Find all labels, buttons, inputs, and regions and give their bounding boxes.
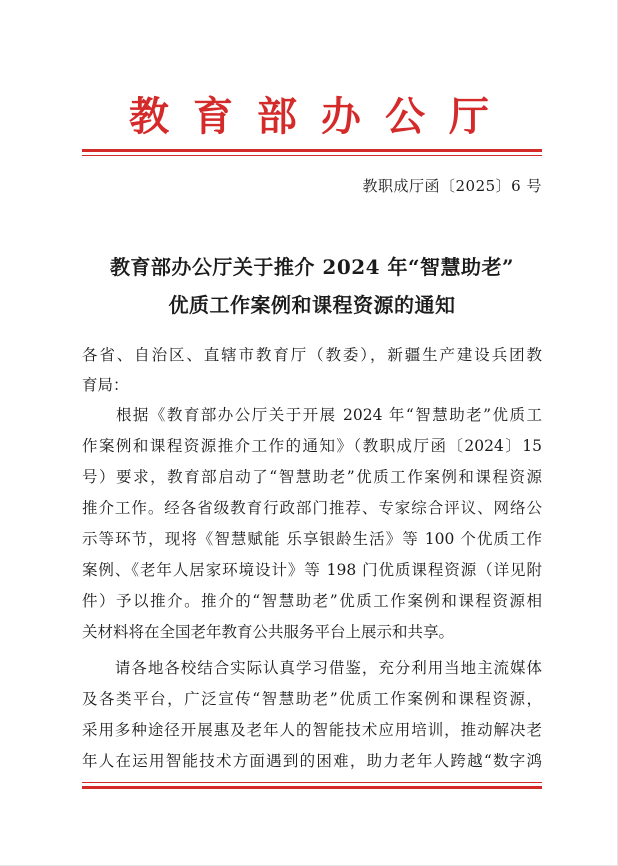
footer-rule-thick bbox=[82, 786, 542, 789]
paragraph-2-line: 年人在运用智能技术方面遇到的困难，助力老年人跨越“数字鸿 bbox=[82, 752, 542, 770]
paragraph-1-line: 示等环节，现将《智慧赋能 乐享银龄生活》等 100 个优质工作 bbox=[82, 530, 542, 548]
paragraph-1-line: 推介工作。经各省级教育行政部门推荐、专家综合评议、网络公 bbox=[82, 499, 542, 517]
paragraph-2-line: 请各地各校结合实际认真学习借鉴，充分利用当地主流媒体 bbox=[82, 659, 542, 677]
addressee-line-1: 各省、自治区、直辖市教育厅（教委），新疆生产建设兵团教 bbox=[82, 346, 542, 364]
paragraph-2-line: 采用多种途径开展惠及老年人的智能技术应用培训，推动解决老 bbox=[82, 721, 542, 739]
footer-rule-thin bbox=[82, 782, 542, 783]
document-title-line-2: 优质工作案例和课程资源的通知 bbox=[168, 293, 456, 317]
letterhead-title: 教育部办公厅 bbox=[129, 93, 513, 140]
paragraph-1-line: 关材料将在全国老年教育公共服务平台上展示和共享。 bbox=[82, 623, 455, 641]
addressee-line-2: 育局： bbox=[82, 376, 129, 394]
paragraph-1-line: 作案例和课程资源推介工作的通知》（教职成厅函〔2024〕15 bbox=[82, 437, 542, 455]
document-number: 教职成厅函〔2025〕6 号 bbox=[362, 177, 542, 195]
paragraph-1-line: 件）予以推介。推介的“智慧助老”优质工作案例和课程资源相 bbox=[82, 592, 542, 610]
paragraph-1-line: 号）要求，教育部启动了“智慧助老”优质工作案例和课程资源 bbox=[82, 468, 542, 486]
paragraph-1-line: 根据《教育部办公厅关于开展 2024 年“智慧助老”优质工 bbox=[82, 406, 542, 424]
letterhead-rule-thin bbox=[82, 155, 542, 156]
paragraph-1-line: 案例、《老年人居家环境设计》等 198 门优质课程资源（详见附 bbox=[82, 561, 542, 579]
paragraph-2-line: 及各类平台，广泛宣传“智慧助老”优质工作案例和课程资源， bbox=[82, 690, 542, 708]
document-title-line-1: 教育部办公厅关于推介 2024 年“智慧助老” bbox=[109, 255, 515, 279]
letterhead-rule-thick bbox=[82, 149, 542, 152]
